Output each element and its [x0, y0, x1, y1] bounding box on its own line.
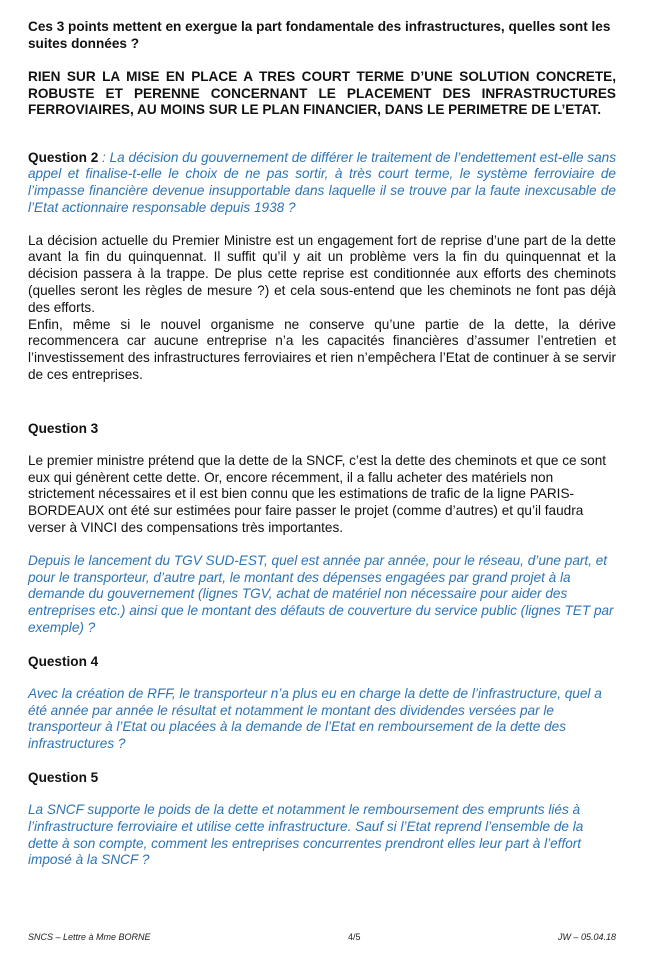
document-page [28, 18, 616, 869]
question-3-answer: Le premier ministre prétend que la dette de la SNCF, c’est la dette des cheminots et que ce sont eux qui génèrent cette dette. Or, encore récemment, il a fallu acheter des matériels non strictement nécessaires et il est bien connu que les estimations de trafic de la ligne PARIS-BORDEAUX ont été sur estimées pour faire passer le projet (comme d’autres) et qu’il faudra verser à VINCI des compensations très importantes. [28, 452, 607, 536]
question-5-text: La SNCF supporte le poids de la dette et notamment le remboursement des emprunts liés à l’infrastructure ferroviaire et utilise cette infrastructure. Sauf si l’Etat reprend l’ensemble de la dette à son compte, comment les entreprises concurrentes prendront elles leur part à l’effort imposé à la SNCF ? [28, 802, 584, 868]
question-2-answer-1: La décision actuelle du Premier Ministre est un engagement fort de reprise d’une part de la dette avant la fin du quinquennat. Il suffit qu’il y ait un problème vers la fin du quinquennat et la décision passera à la trappe. De plus cette reprise est conditionnée aux efforts des cheminots (quelles seront les règles de mesure ?) et cela sous-entend que les cheminots ne font pas déjà des efforts. [28, 232, 616, 315]
intro-answer-caps: RIEN SUR LA MISE EN PLACE A TRES COURT TERME D’UNE SOLUTION CONCRETE, ROBUSTE ET PERENNE CONCERNANT LE PLACEMENT DES INFRASTRUCTURES FERROVIAIRES, AU MOINS SUR LE PLAN FINANCIER, DANS LE PERIMETRE DE L’ETAT. [28, 69, 616, 117]
question-3-text: Depuis le lancement du TGV SUD-EST, quel est année par année, pour le réseau, d’une part, et pour le transporteur, d’autre part, le montant des dépenses engagées par grand projet à la demande du gouvernement (lignes TGV, achat de matériel non nécessaire pour aider des entreprises etc.) ainsi que le montant des défauts de couverture du service public (lignes TET par exemple) ? [28, 552, 614, 636]
question-2-label: Question 2 [28, 149, 99, 165]
footer-left: SNCS – Lettre à Mme BORNE [28, 932, 151, 942]
footer-page-number: 4/5 [347, 932, 361, 942]
page-footer [28, 932, 616, 942]
intro-question: Ces 3 points mettent en exergue la part fondamentale des infrastructures, quelles sont les suites données ? [28, 19, 611, 51]
footer-right: JW – 05.04.18 [557, 932, 616, 942]
question-2-block [28, 149, 616, 217]
question-2-answer-2: Enfin, même si le nouvel organisme ne conserve qu’une partie de la dette, la dérive recommencera car aucune entreprise n’a les capacités financières d’assumer l’entretien et l’investissement des infrastructures ferroviaires et rien n’empêchera l’Etat de continuer à se servir de ces entreprises. [28, 316, 616, 383]
question-4-text: Avec la création de RFF, le transporteur n’a plus eu en charge la dette de l’infrastructure, quel a été année par année le résultat et notamment le montant des dividendes versées par le transporteur à l’Etat ou placées à la demande de l’Etat en remboursement de la dette des infrastructures ? [28, 685, 602, 752]
question-5-label: Question 5 [28, 770, 99, 786]
question-4-label: Question 4 [28, 653, 99, 669]
question-3-label: Question 3 [28, 420, 99, 436]
question-2-text: : La décision du gouvernement de différer le traitement de l’endettement est-elle sans appel et finalise-t-elle le choix de ne pas sortir, à très court terme, le système ferroviaire de l’impasse financière devenue insupportable dans laquelle il se trouve par la faute inexcusable de l’Etat actionnaire responsable depuis 1938 ? [28, 149, 616, 215]
